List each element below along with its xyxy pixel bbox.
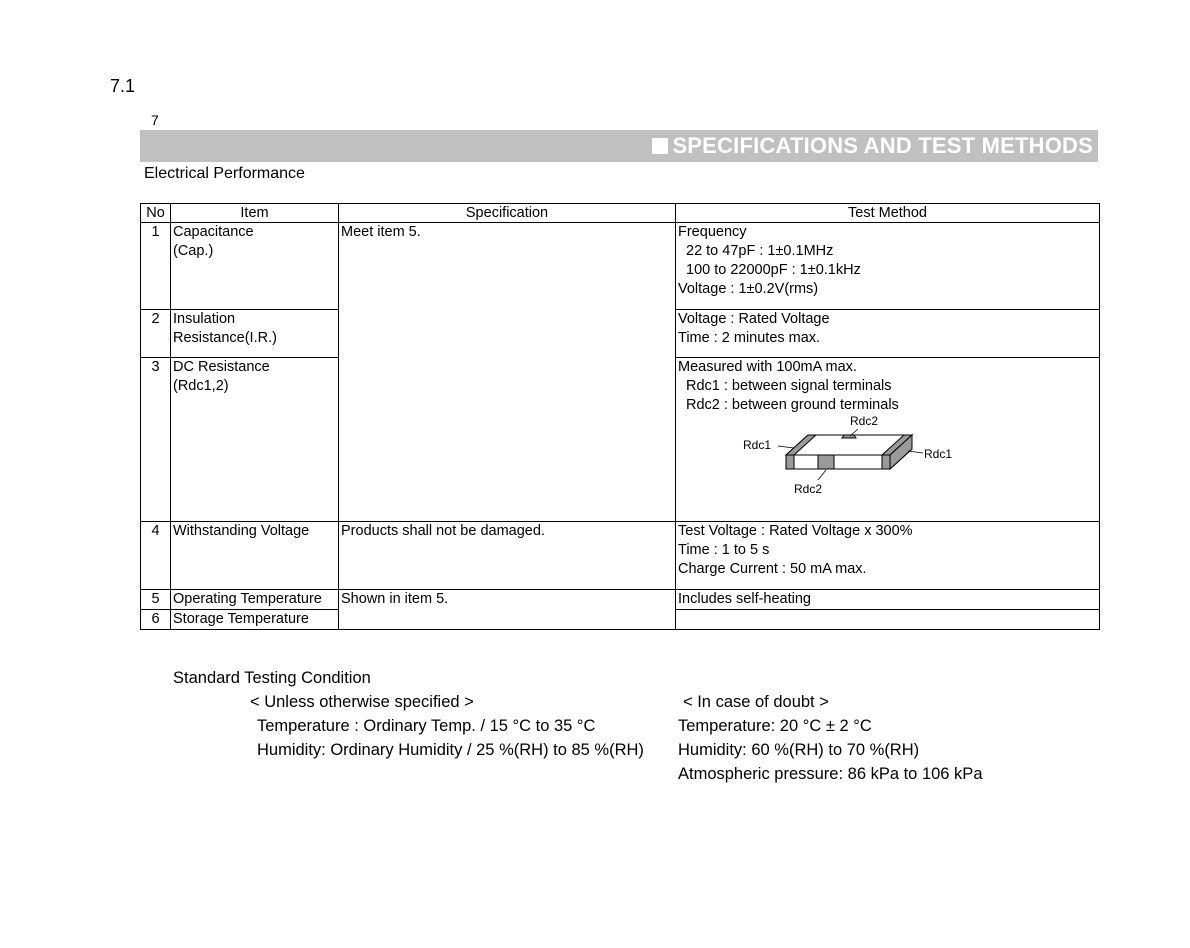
item-line: Resistance(I.R.) <box>173 330 277 346</box>
row-test <box>676 590 1100 610</box>
header-title: SPECIFICATIONS AND TEST METHODS <box>672 133 1093 158</box>
col-header-test: Test Method <box>676 204 1100 223</box>
test-line: Includes self-heating <box>678 591 811 607</box>
row-test <box>676 223 1100 310</box>
item-line: Capacitance <box>173 224 254 240</box>
row-no: 4 <box>141 522 171 590</box>
square-bullet-icon <box>652 138 668 154</box>
ground-terminal-front <box>818 455 834 469</box>
conditions-left-line: Humidity: Ordinary Humidity / 25 %(RH) to 85 %(RH) <box>257 741 644 759</box>
conditions-title: Standard Testing Condition <box>173 669 371 687</box>
test-line: Time : 2 minutes max. <box>678 330 821 346</box>
row-no: 2 <box>141 310 171 358</box>
test-line: Test Voltage : Rated Voltage x 300% <box>678 523 913 539</box>
table-row <box>141 590 1100 610</box>
ground-terminal-back <box>842 435 856 438</box>
row-no: 5 <box>141 590 171 610</box>
row-no: 1 <box>141 223 171 310</box>
label-rdc2-bottom: Rdc2 <box>794 482 823 496</box>
test-line: Charge Current : 50 mA max. <box>678 561 867 577</box>
row-spec: Meet item 5. <box>339 223 676 522</box>
item-line: DC Resistance <box>173 359 270 375</box>
conditions-left-heading: < Unless otherwise specified > <box>250 693 474 711</box>
col-header-no: No <box>141 204 171 223</box>
label-rdc1-right: Rdc1 <box>924 447 953 461</box>
header-bar <box>140 130 1098 162</box>
item-line: (Rdc1,2) <box>173 378 229 394</box>
left-terminal-front <box>786 455 794 469</box>
test-line: 22 to 47pF : 1±0.1MHz <box>686 243 834 259</box>
row-item <box>171 223 339 310</box>
item-line: Storage Temperature <box>173 611 309 627</box>
row-test <box>676 310 1100 358</box>
chip-terminal-diagram <box>738 414 953 503</box>
test-line: Rdc2 : between ground terminals <box>686 397 899 413</box>
row-item <box>171 310 339 358</box>
header-title-wrap <box>652 133 1093 159</box>
leader-line <box>778 446 794 448</box>
leader-line <box>818 470 826 480</box>
chip-front-face <box>786 455 890 469</box>
conditions-right-heading: < In case of doubt > <box>683 693 829 711</box>
label-rdc1-left: Rdc1 <box>743 438 772 452</box>
section-number: 7 <box>151 112 159 128</box>
test-line: Measured with 100mA max. <box>678 359 857 375</box>
conditions-right-line: Atmospheric pressure: 86 kPa to 106 kPa <box>678 765 983 783</box>
row-item <box>171 610 339 630</box>
section-subtitle: Electrical Performance <box>144 165 305 182</box>
row-spec: Products shall not be damaged. <box>339 522 676 590</box>
test-line: 100 to 22000pF : 1±0.1kHz <box>686 262 861 278</box>
table-row <box>141 223 1100 310</box>
label-rdc2-top: Rdc2 <box>850 414 879 428</box>
conditions-right-line: Temperature: 20 °C ± 2 °C <box>678 717 872 735</box>
page-number: 7.1 <box>110 76 136 96</box>
spec-table <box>140 203 1100 630</box>
row-test <box>676 522 1100 590</box>
row-test <box>676 610 1100 630</box>
right-terminal-front <box>882 455 890 469</box>
item-line: Withstanding Voltage <box>173 523 310 539</box>
col-header-spec: Specification <box>339 204 676 223</box>
row-no: 6 <box>141 610 171 630</box>
conditions-left-line: Temperature : Ordinary Temp. / 15 °C to 35 °C <box>257 717 596 735</box>
test-line: Voltage : 1±0.2V(rms) <box>678 281 819 297</box>
row-test <box>676 358 1100 522</box>
test-line: Time : 1 to 5 s <box>678 542 770 558</box>
item-line: (Cap.) <box>173 243 214 259</box>
col-header-item: Item <box>171 204 339 223</box>
test-line: Voltage : Rated Voltage <box>678 311 830 327</box>
row-no: 3 <box>141 358 171 522</box>
row-spec: Shown in item 5. <box>339 590 676 630</box>
leader-line <box>908 451 923 453</box>
table-row <box>141 522 1100 590</box>
row-item <box>171 522 339 590</box>
item-line: Operating Temperature <box>173 591 322 607</box>
row-item <box>171 590 339 610</box>
conditions-right-line: Humidity: 60 %(RH) to 70 %(RH) <box>678 741 920 759</box>
test-line: Frequency <box>678 224 747 240</box>
table-header-row <box>141 204 1100 223</box>
row-item <box>171 358 339 522</box>
item-line: Insulation <box>173 311 236 327</box>
test-line: Rdc1 : between signal terminals <box>686 378 892 394</box>
